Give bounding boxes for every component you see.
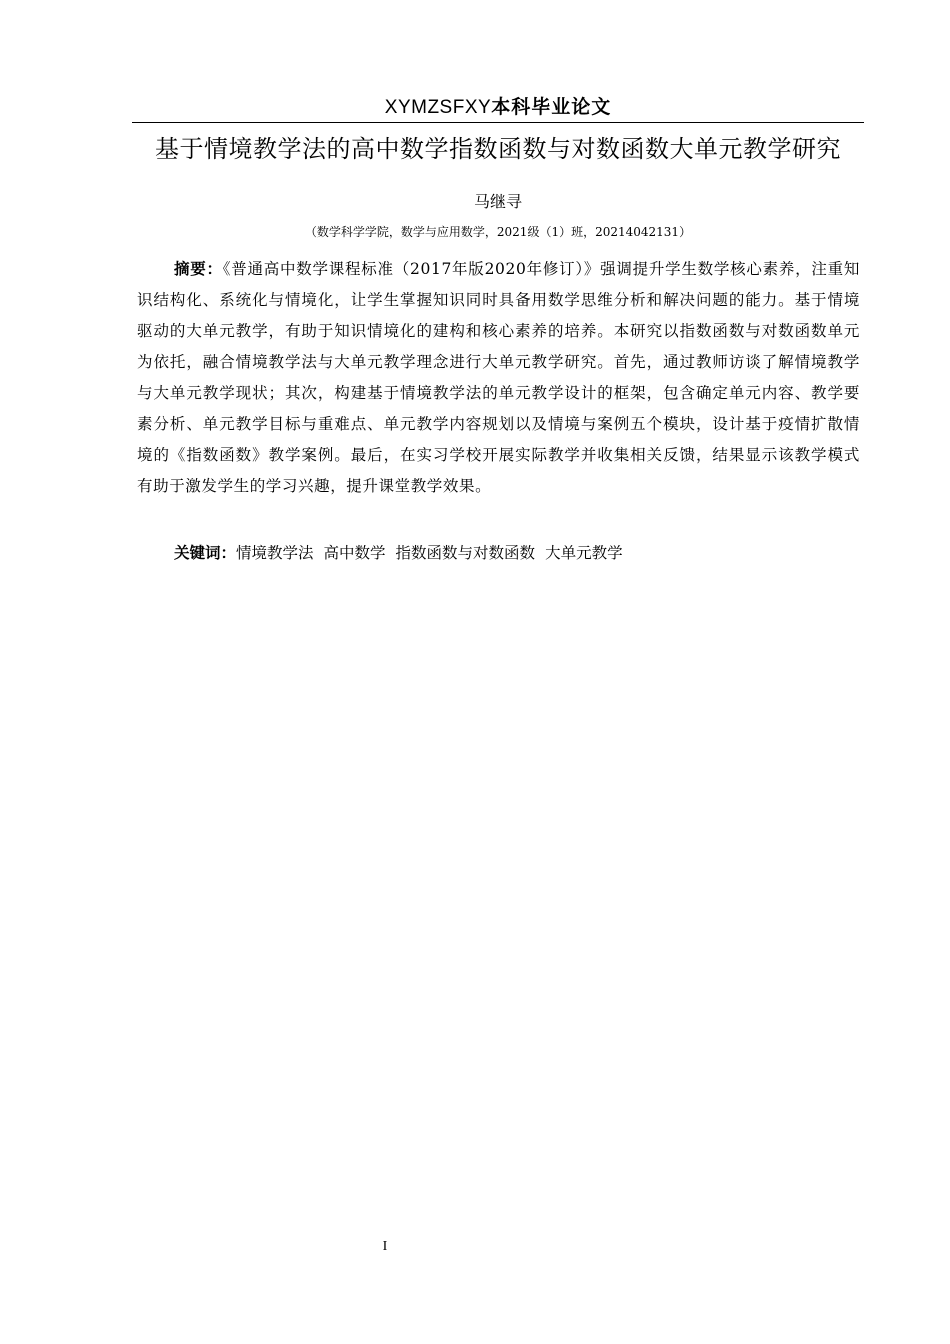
keyword-item: 高中数学 (323, 544, 386, 562)
author-name: 马继寻 (473, 192, 522, 211)
abstract-paragraph (137, 254, 860, 502)
page-number: I (382, 1239, 388, 1254)
paper-title: 基于情境教学法的高中数学指数函数与对数函数大单元教学研究 (155, 135, 841, 163)
author-affiliation: （数学科学学院，数学与应用数学，2021级（1）班，20214042131） (304, 225, 692, 239)
keyword-item: 情境教学法 (236, 544, 314, 562)
page-header (132, 92, 864, 123)
abstract-label: 摘要： (174, 260, 223, 278)
header-label: 本科毕业论文 (491, 96, 612, 118)
header-code: XYMZSFXY (384, 97, 492, 118)
keyword-item: 大单元教学 (545, 544, 623, 562)
abstract-text: 《普通高中数学课程标准（2017年版2020年修订）》强调提升学生数学核心素养，注重知识结构化、系统化与情境化，让学生掌握知识同时具备用数学思维分析和解决问题的能力。基于情境驱动的大单元教学，有助于知识情境化的建构和核心素养的培养。本研究以指数函数与对数函数单元为依托，融合情境教学法与大单元教学理念进行大单元教学研究。首先，通过教师访谈了解情境教学与大单元教学现状；其次，构建基于情境教学法的单元教学设计的框架，包含确定单元内容、教学要素分析、单元教学目标与重难点、单元教学内容规划以及情境与案例五个模块，设计基于疫情扩散情境的《指数函数》教学案例。最后，在实习学校开展实际教学并收集相关反馈，结果显示该教学模式有助于激发学生的学习兴趣，提升课堂教学效果。 (137, 260, 860, 495)
keywords-label: 关键词： (174, 544, 237, 562)
keyword-item: 指数函数与对数函数 (395, 544, 536, 562)
keywords-line (174, 538, 864, 569)
